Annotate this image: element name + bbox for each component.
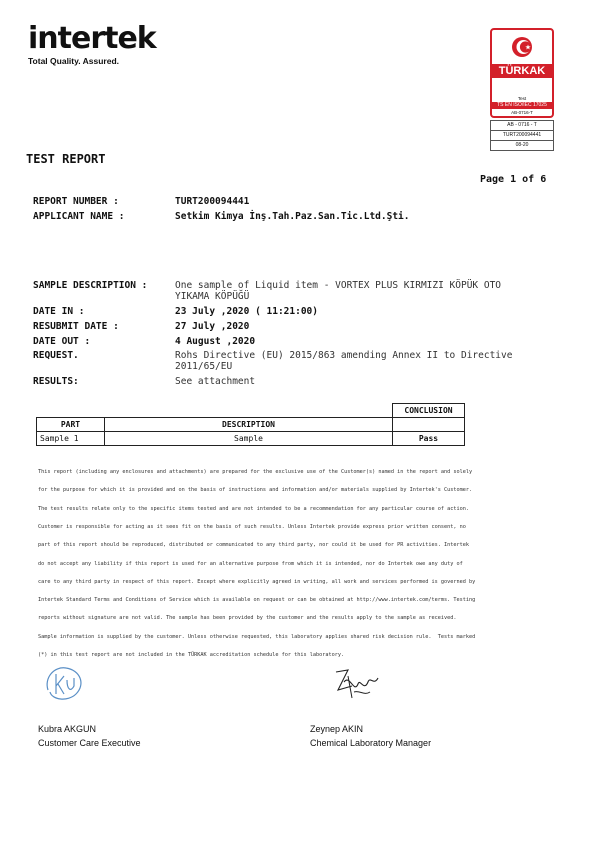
logo-tagline: Total Quality. Assured. bbox=[28, 56, 119, 66]
date-in-value: 23 July ,2020 ( 11:21:00) bbox=[175, 306, 318, 317]
disclaimer-line: reports without signature are not valid. The sample has been provided by the customer and the results apply to the sample as received. bbox=[38, 615, 457, 622]
page-number: Page 1 of 6 bbox=[480, 174, 547, 185]
applicant-label: APPLICANT NAME : bbox=[33, 211, 125, 222]
disclaimer-line: part of this report should be reproduced, distributed or communicated to any third party, nor could it be used for PR activities. Intertek bbox=[38, 542, 469, 549]
conclusion-header-blank bbox=[393, 418, 465, 432]
conclusion-header: CONCLUSION bbox=[393, 404, 465, 418]
disclaimer-text bbox=[38, 457, 568, 664]
disclaimer-line: The test results relate only to the specific items tested and are not intended to be a recommendation for any particular course of action. bbox=[38, 505, 469, 512]
results-value: See attachment bbox=[175, 376, 256, 387]
sample-description-line1: One sample of Liquid item - VORTEX PLUS KIRMIZI KÖPÜK OTO bbox=[175, 280, 502, 291]
report-title: TEST REPORT bbox=[26, 152, 106, 166]
signatory-left-name: Kubra AKGUN bbox=[38, 724, 97, 734]
disclaimer-line: This report (including any enclosures and attachments) are prepared for the exclusive use of the Customer(s) named in the report and solely bbox=[38, 469, 473, 476]
report-number-value: TURT200094441 bbox=[175, 196, 250, 207]
part-header: PART bbox=[37, 418, 105, 432]
resubmit-date-value: 27 July ,2020 bbox=[175, 321, 250, 332]
date-in-label: DATE IN : bbox=[33, 306, 85, 317]
part-cell: Sample 1 bbox=[37, 432, 105, 446]
badge-cell: TURT200094441 bbox=[491, 131, 553, 141]
description-header: DESCRIPTION bbox=[105, 418, 393, 432]
turkak-accreditation-badge bbox=[490, 28, 554, 148]
sample-description-line2: YIKAMA KÖPÜĞÜ bbox=[175, 291, 250, 302]
badge-standard: TS EN ISO/IEC 17025 bbox=[492, 102, 552, 109]
results-table bbox=[36, 403, 465, 446]
report-number-label: REPORT NUMBER : bbox=[33, 196, 119, 207]
description-cell: Sample bbox=[105, 432, 393, 446]
intertek-logo bbox=[28, 21, 168, 72]
table-row bbox=[37, 432, 465, 446]
request-line2: 2011/65/EU bbox=[175, 361, 233, 372]
date-out-label: DATE OUT : bbox=[33, 336, 91, 347]
conclusion-cell: Pass bbox=[393, 432, 465, 446]
signatory-right-role: Chemical Laboratory Manager bbox=[310, 738, 432, 748]
signatory-right-name: Zeynep AKIN bbox=[310, 724, 364, 734]
badge-cell: AB - 0716 - T bbox=[491, 121, 553, 131]
disclaimer-line: care to any third party in respect of this report. Except where explicitly agreed in writing, all work and services performed is governed by bbox=[38, 578, 476, 585]
applicant-value: Setkim Kimya İnş.Tah.Paz.San.Tic.Ltd.Şti. bbox=[175, 211, 410, 222]
turkak-crescent-icon bbox=[492, 30, 552, 64]
request-label: REQUEST. bbox=[33, 350, 79, 361]
disclaimer-line: Customer is responsible for acting as it sees fit on the basis of such results. Unless Intertek provide express prior written consent, no bbox=[38, 524, 466, 531]
resubmit-date-label: RESUBMIT DATE : bbox=[33, 321, 119, 332]
disclaimer-line: do not accept any liability if this report is used for an alternative purpose from which it is intended, nor do Intertek owe any duty of bbox=[38, 560, 463, 567]
disclaimer-line: (*) in this test report are not included in the TÜRKAK accreditation schedule for this laboratory. bbox=[38, 652, 345, 658]
request-line1: Rohs Directive (EU) 2015/863 amending Annex II to Directive bbox=[175, 350, 513, 361]
results-label: RESULTS: bbox=[33, 376, 79, 387]
badge-accreditation-number: AB-0716-T bbox=[511, 110, 533, 115]
logo-wordmark: intertek bbox=[28, 21, 156, 56]
disclaimer-line: for the purpose for which it is provided and on the basis of instructions and information and/or materials supplied by Intertek's Customer. bbox=[38, 487, 473, 494]
disclaimer-line: Intertek Standard Terms and Conditions of Service which is available on request or can be obtained at http://www.intertek.com/terms. Testing bbox=[38, 597, 476, 604]
signatory-left-role: Customer Care Executive bbox=[38, 738, 141, 748]
signature-zeynep-akin bbox=[330, 664, 384, 710]
badge-info-cells bbox=[490, 120, 554, 151]
signature-kubra-akgun bbox=[40, 660, 90, 710]
date-out-value: 4 August ,2020 bbox=[175, 336, 256, 347]
turkak-name: TÜRKAK bbox=[492, 64, 552, 78]
badge-cell: 08-20 bbox=[515, 142, 529, 148]
sample-description-label: SAMPLE DESCRIPTION : bbox=[33, 280, 148, 291]
badge-test-label: Test bbox=[517, 96, 527, 101]
disclaimer-line: Sample information is supplied by the customer. Unless otherwise requested, this laboratory applies shared risk decision rule. Tests marked bbox=[38, 633, 476, 640]
